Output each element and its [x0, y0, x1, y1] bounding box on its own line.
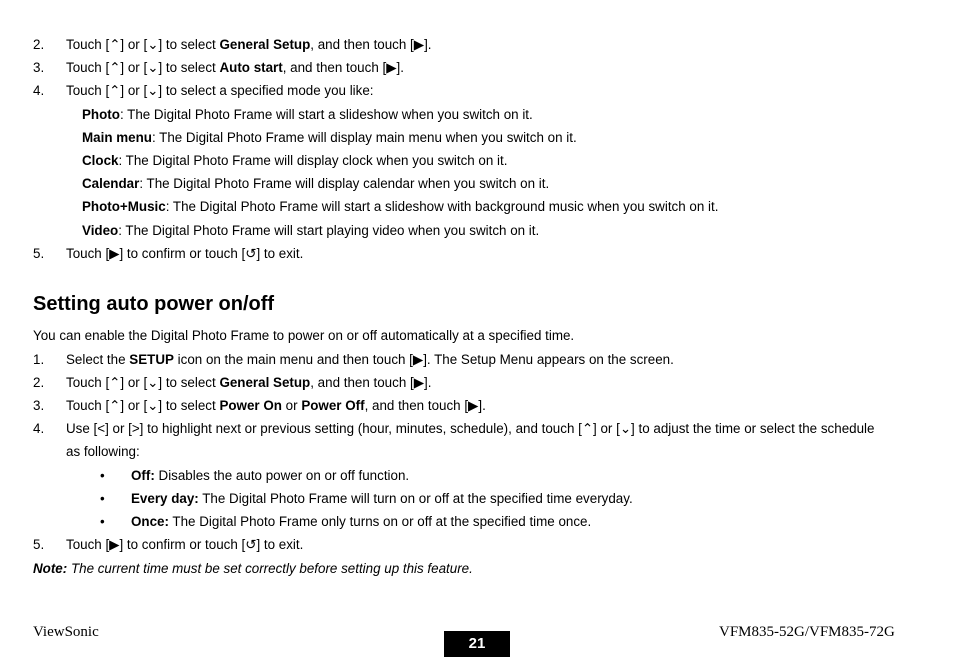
step-number: 5.: [33, 246, 45, 261]
note-label: Note:: [33, 561, 68, 576]
step-number: 2.: [33, 375, 45, 390]
section-intro: You can enable the Digital Photo Frame to power on or off automatically at a specified time.: [33, 328, 575, 343]
bullet-icon: •: [100, 468, 105, 483]
mode-video: Video: The Digital Photo Frame will start playing video when you switch on it.: [82, 223, 540, 238]
down-arrow-icon: ⌄: [147, 37, 159, 52]
step-text: Use [<] or [>] to highlight next or previous setting (hour, minutes, schedule), and touch [⌃] or [⌄] to adjust the time or select the schedule: [66, 421, 875, 436]
step-number: 3.: [33, 60, 45, 75]
step-number: 3.: [33, 398, 45, 413]
step-text: Touch [⌃] or [⌄] to select Power On or Power Off, and then touch [▶].: [66, 398, 486, 413]
note: [33, 561, 473, 577]
page-number: 21: [444, 631, 510, 657]
step-text: Touch [⌃] or [⌄] to select General Setup, and then touch [▶].: [66, 37, 432, 52]
mode-calendar: Calendar: The Digital Photo Frame will display calendar when you switch on it.: [82, 176, 550, 191]
step-number: 5.: [33, 537, 45, 552]
bullet-icon: •: [100, 514, 105, 529]
play-icon: ▶: [413, 37, 425, 52]
mode-main-menu: Main menu: The Digital Photo Frame will display main menu when you switch on it.: [82, 130, 577, 145]
mode-photo-music: Photo+Music: The Digital Photo Frame will start a slideshow with background music when you switch on it.: [82, 199, 719, 214]
up-arrow-icon: ⌃: [109, 60, 121, 75]
play-icon: ▶: [386, 60, 397, 75]
note-text: The current time must be set correctly before setting up this feature.: [67, 561, 473, 576]
step-number: 4.: [33, 83, 45, 98]
step-text-continued: as following:: [66, 444, 140, 459]
step-text: Touch [▶] to confirm or touch [↺] to exit.: [66, 246, 304, 261]
footer-brand: ViewSonic: [33, 624, 99, 640]
step-number: 4.: [33, 421, 45, 436]
bullet-icon: •: [100, 491, 105, 506]
step-text: Touch [⌃] or [⌄] to select General Setup, and then touch [▶].: [66, 375, 432, 390]
down-arrow-icon: ⌄: [147, 60, 159, 75]
section-heading: Setting auto power on/off: [33, 293, 275, 315]
step-text: Touch [⌃] or [⌄] to select Auto start, and then touch [▶].: [66, 60, 404, 75]
step-text: Select the SETUP icon on the main menu and then touch [▶]. The Setup Menu appears on the screen.: [66, 352, 674, 367]
step-number: 2.: [33, 37, 45, 52]
step-number: 1.: [33, 352, 45, 367]
step-text: Touch [⌃] or [⌄] to select a specified mode you like:: [66, 83, 374, 98]
footer-model: VFM835-52G/VFM835-72G: [719, 624, 895, 640]
mode-photo: Photo: The Digital Photo Frame will start a slideshow when you switch on it.: [82, 107, 533, 122]
up-arrow-icon: ⌃: [109, 37, 121, 52]
step-text: Touch [▶] to confirm or touch [↺] to exit.: [66, 537, 304, 552]
mode-clock: Clock: The Digital Photo Frame will display clock when you switch on it.: [82, 153, 508, 168]
